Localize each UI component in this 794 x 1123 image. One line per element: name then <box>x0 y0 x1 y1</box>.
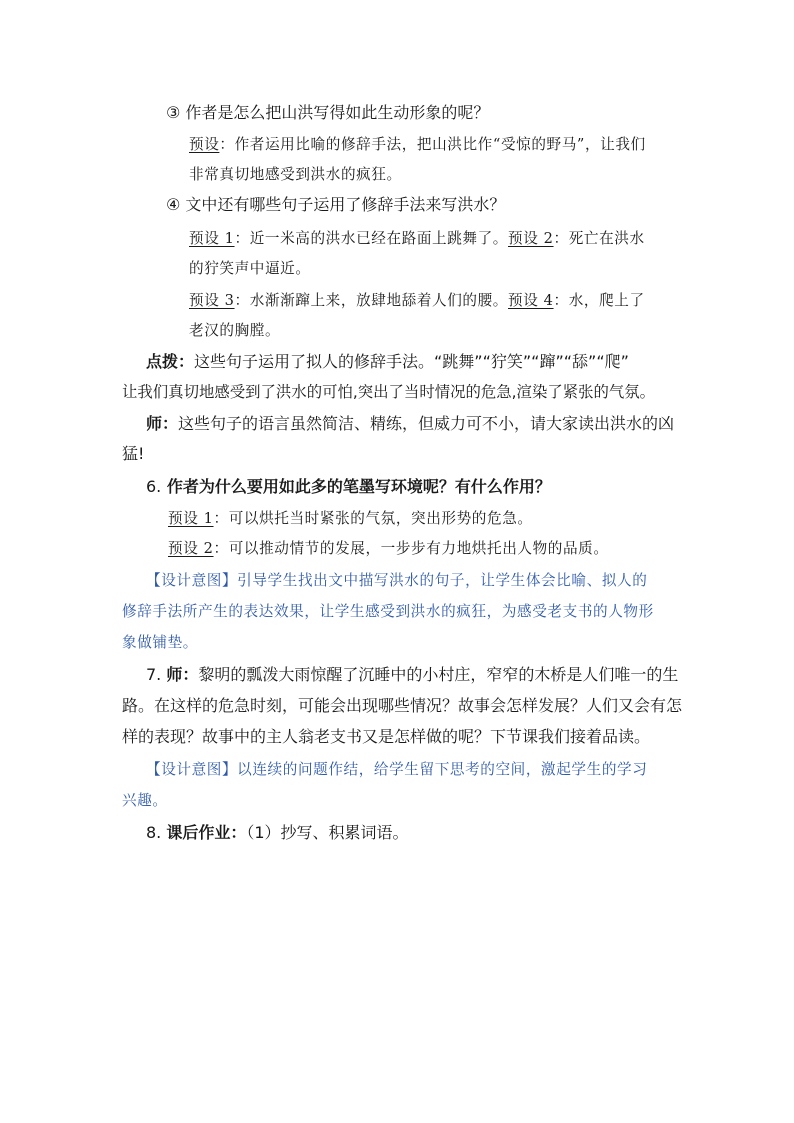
design-intent-2-line2: 兴趣。 <box>122 792 168 809</box>
item-8-label: 课后作业： <box>166 823 247 842</box>
question-4: ④ 文中还有哪些句子运用了修辞手法来写洪水？ <box>166 195 506 214</box>
preset-1-label: 预设 1 <box>168 510 214 527</box>
tip-line1 <box>146 351 629 373</box>
tip-line2: 让我们真切地感受到了洪水的可怕,突出了当时情况的危急,渲染了紧张的气氛。 <box>122 383 656 401</box>
item-7-text: 黎明的瓢泼大雨惊醒了沉睡中的小村庄，窄窄的木桥是人们唯一的生 <box>198 665 679 684</box>
preset-4-text: ：水，爬上了 <box>553 292 645 309</box>
design-intent-1-line2: 修辞手法所产生的表达效果，让学生感受到洪水的疯狂，为感受老支书的人物形 <box>122 603 654 620</box>
preset-2-text: ：死亡在洪水 <box>553 230 645 247</box>
design-intent-label: 【设计意图】 <box>146 572 238 589</box>
question-3: ③ 作者是怎么把山洪写得如此生动形象的呢？ <box>166 103 490 122</box>
design-intent-1-line3: 象做铺垫。 <box>122 634 198 651</box>
preset-q4-line1 <box>189 228 645 250</box>
preset-text: ：作者运用比喻的修辞手法，把山洪比作“受惊的野马”，让我们 <box>219 136 646 153</box>
preset-1-text: ：近一米高的洪水已经在路面上跳舞了。 <box>234 230 509 247</box>
preset-2-label: 预设 2 <box>168 540 214 557</box>
preset-q4-line4: 老汉的胸膛。 <box>189 322 281 339</box>
item-7-label: 师： <box>166 665 199 684</box>
teacher-line2: 猛! <box>122 444 145 463</box>
teacher-label: 师： <box>146 414 179 433</box>
item-7-number: 7. <box>146 665 162 684</box>
item-6-text: 作者为什么要用如此多的笔墨写环境呢？有什么作用？ <box>166 477 551 496</box>
tip-label: 点拨： <box>146 352 195 371</box>
item-6-preset2 <box>168 538 609 560</box>
design-intent-text: 以连续的问题作结，给学生留下思考的空间，激起学生的学习 <box>237 761 648 778</box>
design-intent-label: 【设计意图】 <box>146 761 238 778</box>
item-7-line3: 样的表现？故事中的主人翁老支书又是怎样做的呢？下节课我们接着品读。 <box>122 727 651 746</box>
item-6-preset1 <box>168 508 533 530</box>
design-intent-1-line1 <box>146 570 647 592</box>
item-6-question <box>146 476 551 498</box>
item-8-text: （1）抄写、积累词语。 <box>246 823 409 842</box>
item-7-line2: 路。在这样的危急时刻，可能会出现哪些情况？故事会怎样发展？人们又会有怎 <box>122 696 683 715</box>
teacher-text: 这些句子的语言虽然简洁、精练，但威力可不小，请大家读出洪水的凶 <box>178 414 675 433</box>
preset-label: 预设 <box>189 136 220 153</box>
preset-q3-line1 <box>189 134 646 156</box>
preset-2-text: ：可以推动情节的发展，一步步有力地烘托出人物的品质。 <box>213 540 609 557</box>
preset-2-label: 预设 2 <box>508 230 554 247</box>
tip-text: 这些句子运用了拟人的修辞手法。“跳舞”“狞笑”“蹿”“舔”“爬” <box>194 352 629 371</box>
preset-q3-line2: 非常真切地感受到洪水的疯狂。 <box>189 166 402 183</box>
item-7-line1 <box>146 664 678 686</box>
preset-1-text: ：可以烘托当时紧张的气氛，突出形势的危急。 <box>213 510 533 527</box>
preset-4-label: 预设 4 <box>508 292 554 309</box>
design-intent-text: 引导学生找出文中描写洪水的句子，让学生体会比喻、拟人的 <box>237 572 648 589</box>
item-6-number: 6. <box>146 477 162 496</box>
preset-q4-line3 <box>189 290 645 312</box>
preset-1-label: 预设 1 <box>189 230 235 247</box>
design-intent-2-line1 <box>146 759 647 781</box>
teacher-line1 <box>146 413 674 435</box>
item-8-number: 8. <box>146 823 162 842</box>
preset-3-text: ：水渐渐蹿上来，放肆地舔着人们的腰。 <box>234 292 509 309</box>
preset-q4-line2: 的狞笑声中逼近。 <box>189 260 311 277</box>
preset-3-label: 预设 3 <box>189 292 235 309</box>
item-8 <box>146 822 409 844</box>
